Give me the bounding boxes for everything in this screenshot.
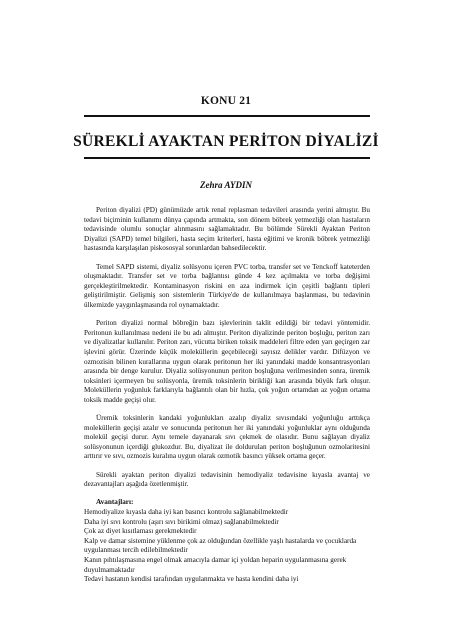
chapter-number: KONU 21	[200, 95, 252, 107]
list-item: Çok az diyet kısıtlaması gerekmektedir	[84, 527, 197, 536]
title-bottom-rule	[84, 157, 370, 159]
document-title: SÜREKLİ AYAKTAN PERİTON DİYALİZİ	[73, 133, 379, 150]
paragraph-intro: Periton diyalizi (PD) günümüzde artık renal replasman tedavileri arasında yerini almıştır. Bu tedavi biçiminin kullanımı dünya çapında artmakta, son dönem böbrek yetmezliği olan hastaların tedavisinde olumlu sonuçlar alınmasını sağlamaktadır. Bu bölümde Sürekli Ayaktan Periton Diyalizi (SAPD) temel bilgileri, hasta seçim kriterleri, hasta eğitimi ve kronik böbrek yetmezliği hastasında karşılaşılan piskososyal sorunlardan bahsedilecektir.	[84, 206, 370, 253]
list-item: Tedavi hastanın kendisi tarafından uygulanmakta ve hasta kendini daha iyi	[84, 575, 299, 584]
advantages-list	[84, 508, 370, 585]
paragraph-summary: Sürekli ayaktan periton diyalizi tedavisinin hemodiyaliz tedavisine kıyasla avantaj ve dezavantajları aşağıda özetlenmiştir.	[84, 470, 370, 489]
list-item: Daha iyi sıvı kontrolu (aşırı sıvı birikimi olmaz) sağlanabilmektedir	[84, 517, 279, 526]
title-top-rule	[84, 115, 370, 117]
list-item: Kalp ve damar sistemine yüklenme çok az olduğundan özellikle yaşlı hastalarda ve çocuklarda uygulanması tercih edilebilmektedir	[84, 536, 357, 555]
paragraph-mechanism: Periton diyalizi normal böbreğin bazı işlevlerinin taklit edildiği bir tedavi yöntemidir. Peritonun kullanılması nedeni ile bu adı almıştır. Periton diyalizinde periton boşluğu, periton zarı ve diyalizatlar kullanılır. Periton zarı, vücutta biriken toksik maddeleri filtre eden yarı geçirgen zar işlevini görür. Üzerinde küçük moleküllerin geçebileceği sayısız delikler vardır. Difüzyon ve ozmozisin bilinen kurallarına uygun olarak peritonun her iki yanındaki madde konsantrasyonları arasında bir denge kurulur. Diyaliz solüsyonunun periton boşluğuna verilmesinden sonra, üremik toksinleri içermeyen bu solüsyonla, üremik toksinlerin birikliği kan arasında büyük fark oluşur. Moleküllerin yoğunluk farklarıyla bağlantılı olan bir hızla, çok yoğun ortamdan az yoğun ortama toksik madde geçişi olur.	[84, 319, 370, 404]
advantages-heading: Avantajları:	[96, 498, 134, 507]
list-item: Hemodiyalize kıyasla daha iyi kan basıncı kontrolu sağlanabilmektedir	[84, 508, 289, 516]
paragraph-toxins: Üremik toksinlerin kandaki yoğunlukları azalıp diyaliz sıvısındaki yoğunluğu arttıkça moleküllerin geçişi azalır ve sonucunda peritonun her iki yanındaki yoğunluklar aynı olduğunda molekül geçişi durur. Aynı temele dayanarak sıvı çekmek de olasıdır. Bunu sağlayan diyaliz solüsyonunun içerdiği glukozdur. Bu, diyalizat ile doldurulan periton boşluğunun ozmolaritesini arttırır ve sıvı, ozmozis kuralına uygun olarak ozmotik basıncı yüksek ortama geçer.	[84, 414, 370, 461]
author-name: Zehra AYDIN	[200, 180, 252, 190]
document-body	[84, 206, 370, 585]
paragraph-system: Temel SAPD sistemi, diyaliz solüsyonu içeren PVC torba, transfer set ve Tenckoff kateterden oluşmaktadır. Transfer set ve torba bağlantısı günde 4 kez açılmakta ve torba değişimi gerçekleştirilmektedir. Kontaminasyon riskini en aza indirmek için çeşitli bağlantı tipleri geliştirilmiştir. Gelişmiş son sistemlerin Türkiye'de de kullanılmaya başlanması, bu tedavinin ülkemizde yaygınlaşmasında rol oynamaktadır.	[84, 262, 370, 309]
list-item: Kanın pıhtılaşmasına engel olmak amacıyla damar içi yoldan heparin uygulanmasına gerek duyulmamaktadır	[84, 555, 347, 574]
